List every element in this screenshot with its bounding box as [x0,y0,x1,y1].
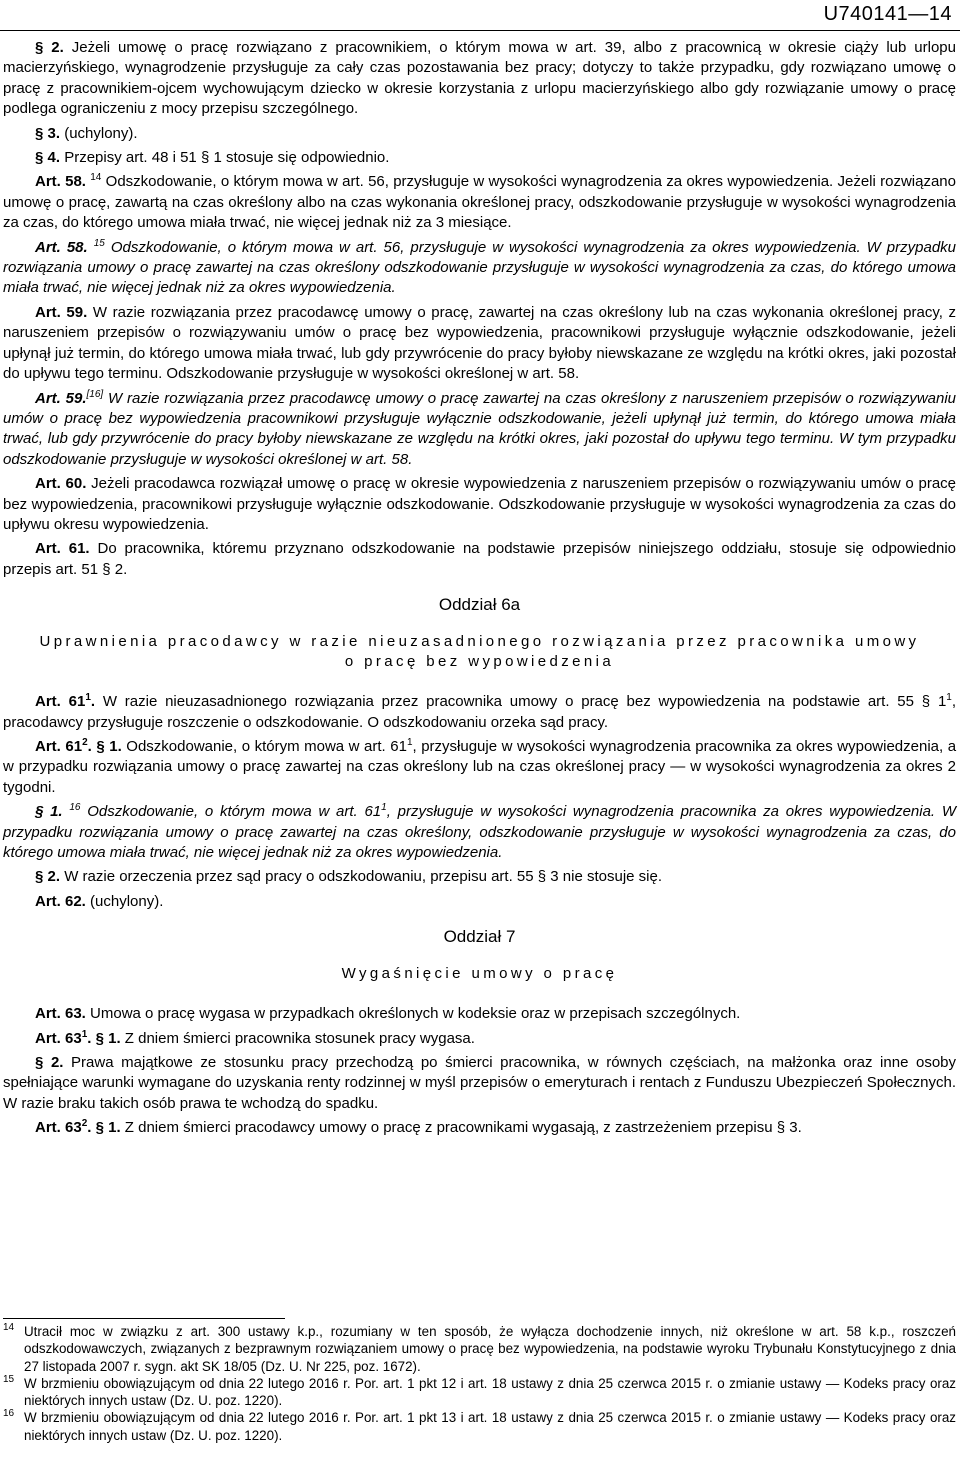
paragraph-4: § 4. Przepisy art. 48 i 51 § 1 stosuje się odpowiednio. [35,149,390,167]
section-symbol: § [95,1029,104,1047]
article-61-2-par-2: § 2. W razie orzeczenia przez sąd pracy o odszkodowaniu, przepisu art. 55 § 3 nie stosuje się. [35,868,663,886]
footnote-ref: [16] [86,388,104,400]
section-symbol: § [200,149,210,167]
footnote-15: 15 W brzmieniu obowiązującym od dnia 22 lutego 2016 r. Por. art. 1 pkt 12 i art. 18 ustawy z dnia 25 czerwca 2015 r. o zmianie ustawy — Kodeks pracy oraz niektórych innych ustaw (Dz. U. poz. 1220). [3,1373,956,1409]
section-symbol: § [35,124,44,142]
article-59-old: Art. 59. W razie rozwiązania przez pracodawcę umowy o pracę, zawartej na czas określony lub na czas wykonania określonej pracy, z naruszeniem przepisów o rozwiązywaniu umów o pracę bez wypowiedzenia, pracownikowi przysługuje wyłącznie odszkodowanie, jeżeli upłynął już termin, do którego umowa miała trwać, lub gdy przywrócenie do pracy byłoby niewskazane ze względu na krótki okres, jaki pozostał do upływu tego terminu. Odszkodowanie przysługuje w wysokości określonej w art. 58. [3,303,956,383]
section-symbol: § [35,803,44,821]
article-61-2-new: § 1. $^{16}$ Odszkodowanie, o którym mowa w art. $61^1$, przysługuje w wysokości wynagrodzenia pracownika za okres wypowiedzenia. W przypadku rozwiązania umowy o pracę zawartej na czas określony, odszkodowanie przysługuje w wysokości wynagrodzenia za czas, do którego umowa miała trwać, nie więcej jednak niż za okres wypowiedzenia. [3,802,956,861]
section-subheading-6a: Uprawnienia pracodawcy w razie nieuzasadnionego rozwiązania przez pracownika umowy o pracę bez wypowiedzenia [39,633,920,671]
section-heading-6a: Oddział 6a [438,595,521,615]
page-header: U740141—14 [823,3,952,25]
paragraph-2: § 2. Jeżeli umowę o pracę rozwiązano z pracownikiem, o którym mowa w art. 39, albo z pracownicą w okresie ciąży lub urlopu macierzyńskiego, wynagrodzenie przysługuje za cały czas pozostawania bez pracy; dotyczy to także przypadku, gdy rozwiązano umowę o pracę z pracownikiem-ojcem wychowującym dziecko w okresie korzystania z urlopu macierzyńskiego albo gdy rozwiązanie umowy o pracę podlega ograniczeniu z mocy przepisu szczególnego. [3,39,956,118]
footnote-ref: 14 [90,172,102,184]
article-63-1-par-2: § 2. Prawa majątkowe ze stosunku pracy przechodzą po śmierci pracownika, w równych częściach, na małżonka oraz inne osoby spełniające warunki wymagane do uzyskania renty rodzinnej w myśl przepisów o emeryturach i rentach z Funduszu Ubezpieczeń Społecznych. W razie braku takich osób prawa te wchodzą do spadku. [3,1054,957,1112]
section-subheading-7: Wygaśnięcie umowy o pracę [341,965,618,983]
article-61-1: Art. $61^1$. W razie nieuzasadnionego rozwiązania przez pracownika umowy o pracę bez wypowiedzenia na podstawie art. 55 § $1^1$, pracodawcy przysługuje roszczenie o odszkodowanie. O odszkodowaniu orzeka sąd pracy. [3,692,957,731]
article-59-new: Art. 59.[16] W razie rozwiązania przez pracodawcę umowy o pracę zawartej na czas określony z naruszeniem przepisów o rozwiązywaniu umów o pracę bez wypowiedzenia pracownikowi przysługuje wyłącznie odszkodowanie, jeżeli upłynął już termin, do którego umowa miała trwać, lub gdy przywrócenie do pracy byłoby niewskazane ze względu na krótki okres, jaki pozostał do upływu tego terminu. W tym przypadku odszkodowanie przysługuje w wysokości określonej w art. 58. [3,388,957,468]
article-63-1: Art. $63^1$. § 1. Z dniem śmierci pracownika stosunek pracy wygasa. [35,1028,475,1047]
article-63-2: Art. $63^2$. § 1. Z dniem śmierci pracodawcy umowy o pracę z pracownikami wygasają, z zastrzeżeniem przepisu § 3. [35,1118,802,1137]
section-symbol: § [35,39,44,56]
section-symbol: § [35,149,44,167]
article-60: Art. 60. Jeżeli pracodawca rozwiązał umowę o pracę w okresie wypowiedzenia z naruszeniem przepisów o rozwiązywaniu umów o pracę bez wypowiedzenia, pracownikowi przysługuje wyłącznie odszkodowanie. Odszkodowanie przysługuje w wysokości wynagrodzenia za czas do upływu okresu wypowiedzenia. [3,475,957,533]
footnote-ref: 15 [93,237,105,249]
article-61: Art. 61. Do pracownika, któremu przyznano odszkodowanie na podstawie przepisów niniejszego oddziału, stosuje się odpowiednio przepis art. 51 § 2. [3,540,956,578]
section-symbol: § [95,1119,104,1137]
header-rule [0,30,960,31]
section-symbol: § [102,560,111,578]
article-62: Art. 62. (uchylony). [35,892,164,910]
section-symbol: § [921,693,931,711]
article-63: Art. 63. Umowa o pracę wygasa w przypadkach określonych w kodeksie oraz w przepisach szczególnych. [35,1005,741,1023]
section-heading-7: Oddział 7 [443,927,516,947]
section-symbol: § [35,1054,44,1072]
article-58-old: Art. 58. $^{14}$ Odszkodowanie, o którym mowa w art. 56, przysługuje w wysokości wynagrodzenia za okres wypowiedzenia. Jeżeli rozwiązano umowę o pracę, zawartą na czas określony albo na czas wykonania określonej pracy, odszkodowanie przysługuje w wysokości wynagrodzenia za czas, do którego umowa miała trwać, nie więcej jednak niż za 3 miesiące. [3,172,956,232]
footnotes [3,1318,956,1444]
article-58-new: Art. 58. $^{15}$ Odszkodowanie, o którym mowa w art. 56, przysługuje w wysokości wynagrodzenia za okres wypowiedzenia. W przypadku rozwiązania umowy o pracę zawartej na czas określony odszkodowanie przysługuje w wysokości wynagrodzenia za czas, do którego umowa miała trwać, nie więcej jednak niż za okres wypowiedzenia. [3,237,957,297]
footnote-ref: 16 [69,802,81,814]
footnote-separator [3,1318,285,1319]
section-symbol: § [776,1119,786,1137]
section-symbol: § [537,868,547,886]
footnote-16: 16 W brzmieniu obowiązującym od dnia 22 lutego 2016 r. Por. art. 1 pkt 13 i art. 18 ustawy z dnia 25 czerwca 2015 r. o zmianie ustawy — Kodeks pracy oraz niektórych innych ustaw (Dz. U. poz. 1220). [3,1408,956,1443]
paragraph-3: § 3. (uchylony). [35,124,138,142]
section-symbol: § [35,868,44,886]
footnote-14: 14 Utracił moc w związku z art. 300 ustawy k.p., rozumiany w ten sposób, że wyłącza dochodzenie innych, niż określone w art. 58 k.p., roszczeń odszkodowawczych, związanych z bezprawnym rozwiązaniem umowy o pracę bez wypowiedzenia, na podstawie wyroku Trybunału Konstytucyjnego z dnia 27 listopada 2007 r. sygn. akt SK 18/05 (Dz. U. Nr 225, poz. 1672). [3,1322,956,1374]
document-body [3,38,956,1139]
article-61-2: Art. $61^2$. § 1. Odszkodowanie, o którym mowa w art. $61^1$, przysługuje w wysokości wynagrodzenia pracownika za okres wypowiedzenia, a w przypadku rozwiązania umowy o pracę zawartej na czas określony lub na czas określonej pracy — w wysokości wynagrodzenia za okres 2 tygodni. [3,736,957,796]
section-symbol: § [96,737,105,755]
